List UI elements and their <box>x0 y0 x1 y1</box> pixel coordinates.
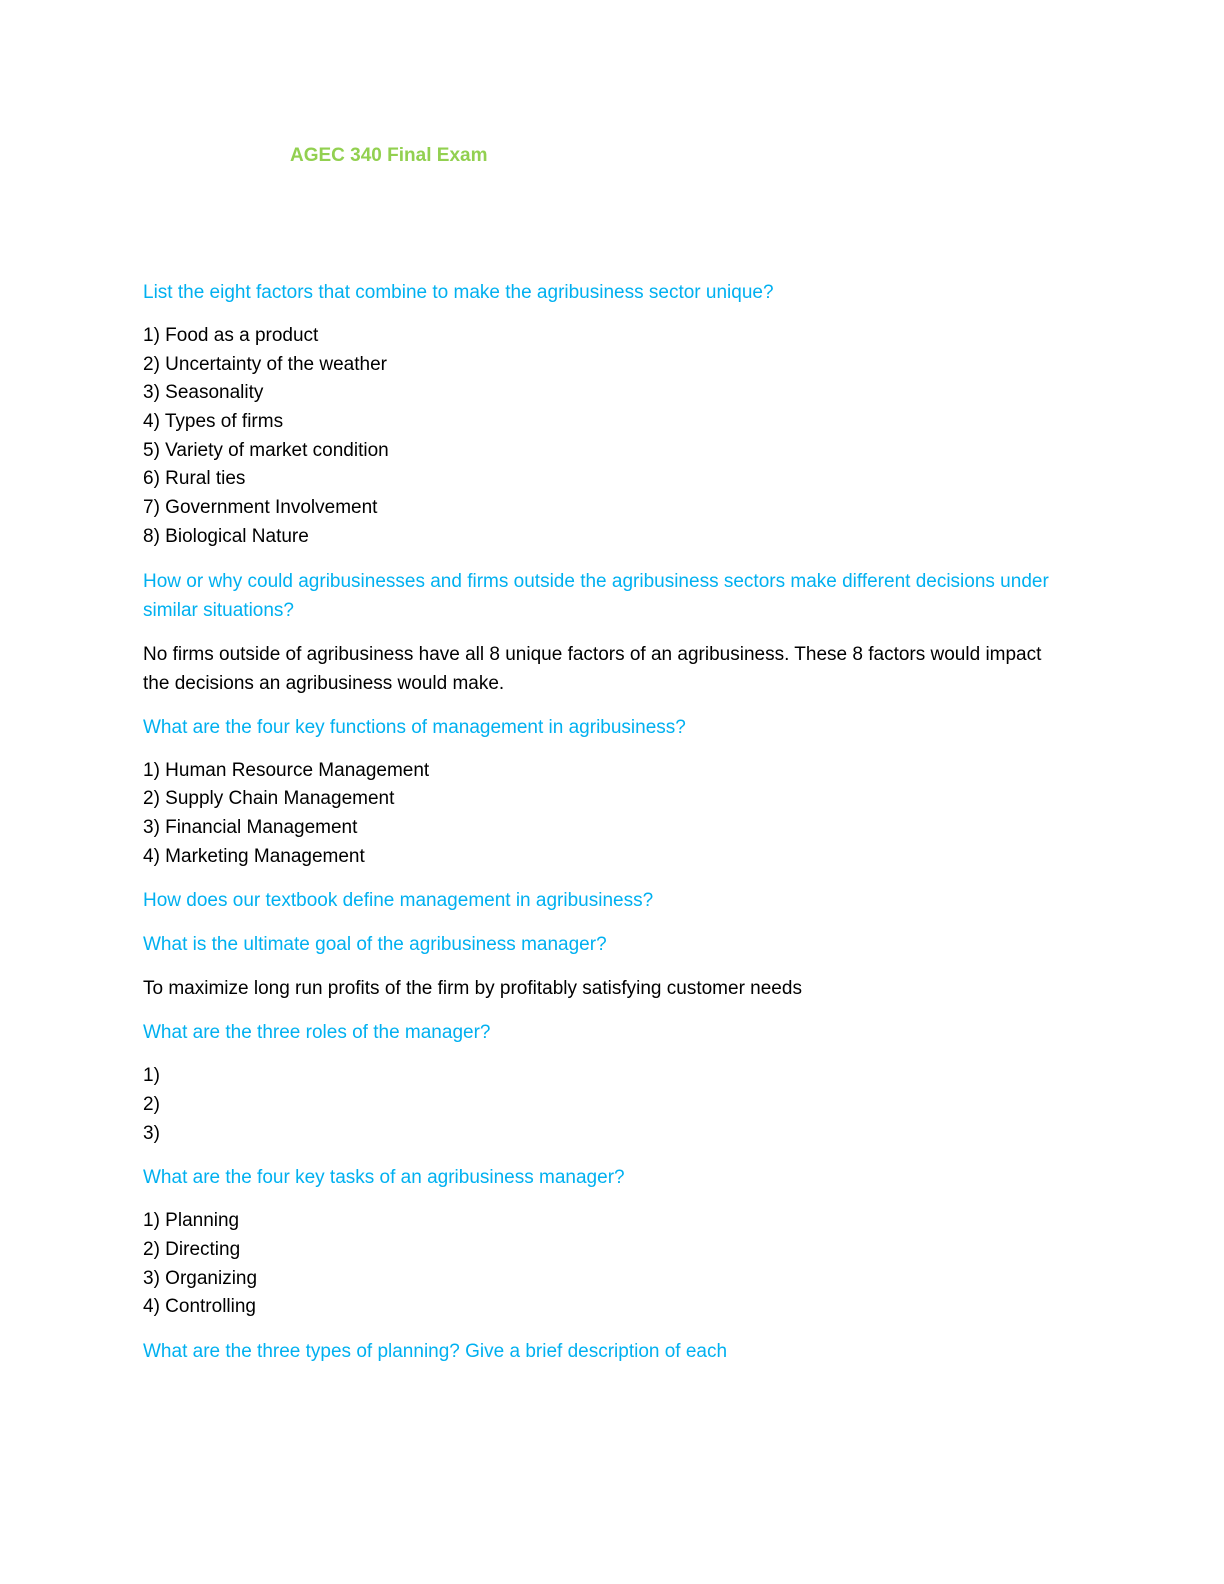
list-item: 6) Rural ties <box>143 468 246 490</box>
answer-list <box>143 757 1063 872</box>
list-item: 3) <box>143 1122 160 1144</box>
answer-list <box>143 1062 1063 1148</box>
list-item: 4) Marketing Management <box>143 845 365 867</box>
list-item: 5) Variety of market condition <box>143 439 389 461</box>
list-item: 2) Supply Chain Management <box>143 788 395 810</box>
list-item: 1) Planning <box>143 1210 240 1232</box>
answer-text: No firms outside of agribusiness have all 8 unique factors of an agribusiness. These 8 factors would impact the decisions an agribusiness would make. <box>143 643 1042 694</box>
answer-list <box>143 322 1063 552</box>
document-title: AGEC 340 Final Exam <box>290 145 488 166</box>
list-item: 3) Seasonality <box>143 382 264 404</box>
question-text: How or why could agribusinesses and firms outside the agribusiness sectors make different decisions under similar situations? <box>143 570 1049 621</box>
list-item: 2) <box>143 1093 160 1115</box>
list-item: 1) Food as a product <box>143 325 319 346</box>
list-item: 3) Organizing <box>143 1267 258 1289</box>
question-text: How does our textbook define management in agribusiness? <box>143 890 654 912</box>
list-item: 4) Types of firms <box>143 411 284 433</box>
document-body <box>143 278 1063 1381</box>
answer-text: To maximize long run profits of the firm by profitably satisfying customer needs <box>143 978 802 1000</box>
list-item: 3) Financial Management <box>143 816 358 838</box>
list-item: 2) Directing <box>143 1239 241 1260</box>
question-text: What are the three roles of the manager? <box>143 1022 491 1044</box>
list-item: 8) Biological Nature <box>143 525 309 547</box>
list-item: 4) Controlling <box>143 1296 256 1318</box>
question-text: What is the ultimate goal of the agribusiness manager? <box>143 934 607 956</box>
answer-list <box>143 1207 1063 1322</box>
question-text: What are the four key functions of management in agribusiness? <box>143 716 686 738</box>
question-text: List the eight factors that combine to make the agribusiness sector unique? <box>143 282 774 303</box>
list-item: 2) Uncertainty of the weather <box>143 353 387 375</box>
list-item: 7) Government Involvement <box>143 497 378 519</box>
list-item: 1) <box>143 1065 160 1087</box>
question-text: What are the four key tasks of an agribusiness manager? <box>143 1167 625 1189</box>
list-item: 1) Human Resource Management <box>143 759 430 781</box>
question-text: What are the three types of planning? Give a brief description of each <box>143 1341 728 1363</box>
